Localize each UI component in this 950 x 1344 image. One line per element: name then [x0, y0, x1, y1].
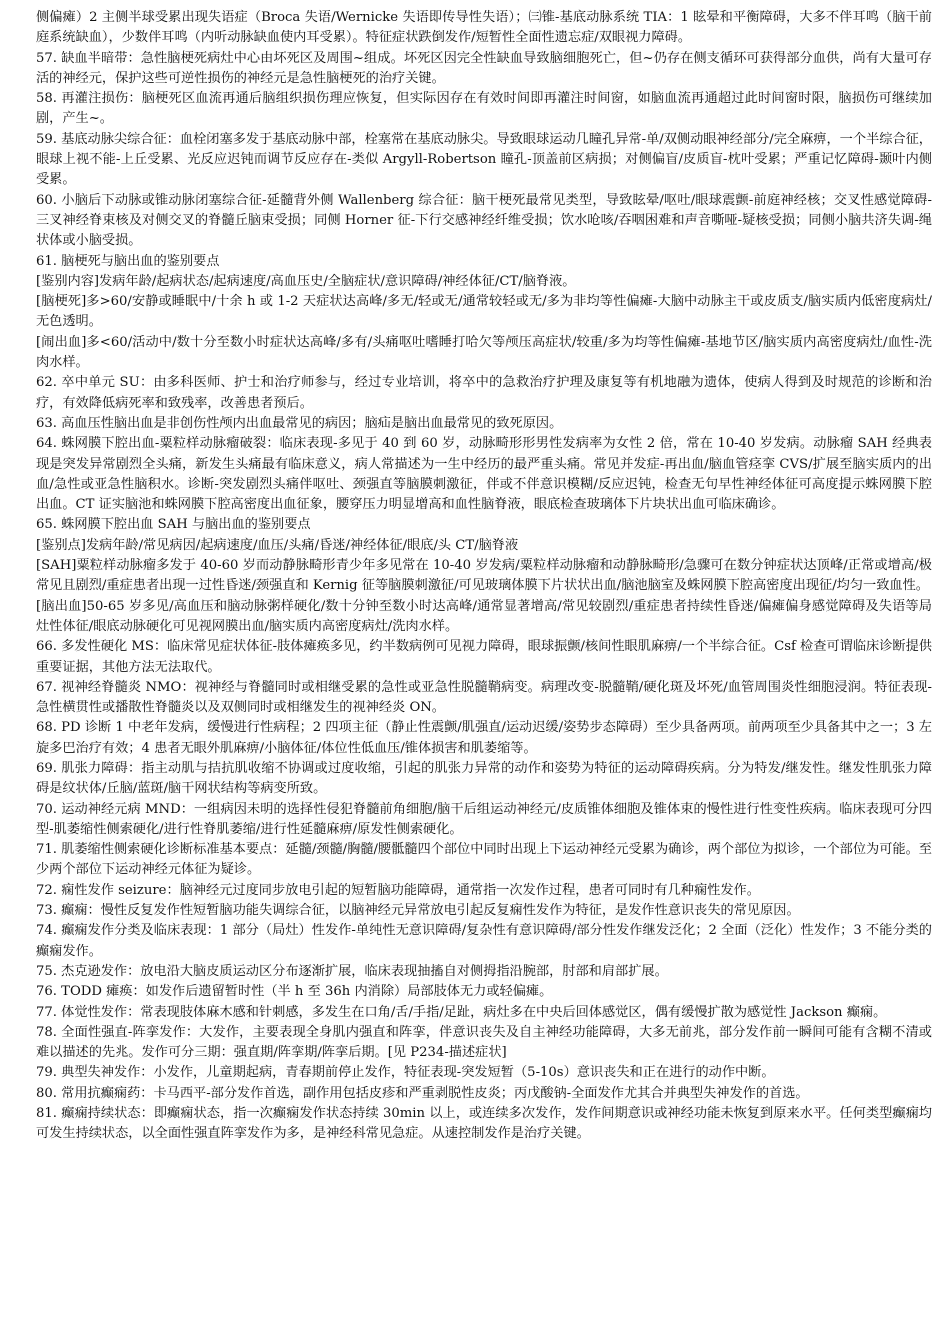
paragraph-65-heading: 65. 蛛网膜下腔出血 SAH 与脑出血的鉴别要点	[36, 517, 311, 533]
paragraph-61-hemorrhage: [闹出血]多<60/活动中/数十分至数小时症状达高峰/多有/头痛呕吐嗜睡打哈欠等颅压高症状/较重/多为均等性偏瘫-基地节区/脑实质内高密度病灶/血性-洗肉水样。	[36, 334, 932, 371]
paragraph-63: 63. 高血压性脑出血是非创伤性颅内出血最常见的病因；脑疝是脑出血最常见的致死原因。	[36, 415, 563, 431]
paragraph-71: 71. 肌萎缩性侧索硬化诊断标准基本要点：延髓/颈髓/胸髓/腰骶髓四个部位中同时出现上下运动神经元受累为确诊，两个部位为拟诊，一个部位为可能。至少两个部位下运动神经元体征为疑诊。	[36, 842, 932, 878]
paragraph-73: 73. 癫痫：慢性反复发作性短暂脑功能失调综合征，以脑神经元异常放电引起反复痫性发作为特征，是发作性意识丧失的常见原因。	[36, 903, 800, 919]
paragraph-61-criteria: [鉴别内容]发病年龄/起病状态/起病速度/高血压史/全脑症状/意识障碍/神经体征/CT/脑脊液。	[36, 273, 576, 289]
paragraph-78: 78. 全面性强直-阵挛发作：大发作，主要表现全身肌内强直和阵挛，伴意识丧失及自主神经功能障碍，大多无前兆，部分发作前一瞬间可能有含糊不清或难以描述的先兆。发作可分三期：强直期/阵挛期/阵挛后期。[见 P234-描述症状]	[36, 1024, 932, 1061]
paragraph-61-heading: 61. 脑梗死与脑出血的鉴别要点	[36, 253, 220, 269]
paragraph-65-criteria: [鉴别点]发病年龄/常见病因/起病速度/血压/头痛/昏迷/神经体征/眼底/头 CT/脑脊液	[36, 537, 519, 553]
paragraph-67: 67. 视神经脊髓炎 NMO：视神经与脊髓同时或相继受累的急性或亚急性脱髓鞘病变。病理改变-脱髓鞘/硬化斑及坏死/血管周围炎性细胞浸润。特征表现-急性横贯性或播散性脊髓炎以及双侧同时或相继发生的视神经炎 ON。	[36, 679, 932, 716]
paragraph-62: 62. 卒中单元 SU：由多科医师、护士和治疗师参与，经过专业培训，将卒中的急救治疗护理及康复等有机地融为遗体，使病人得到及时规范的诊断和治疗，有效降低病死率和致残率，改善患者预后。	[36, 375, 932, 411]
paragraph-61-infarction: [脑梗死]多>60/安静或睡眠中/十余 h 或 1-2 天症状达高峰/多无/轻或无/通常较轻或无/多为非均等性偏瘫-大脑中动脉主干或皮质支/脑实质内低密度病灶/无色透明。	[36, 294, 932, 330]
paragraph-80: 80. 常用抗癫痫药：卡马西平-部分发作首选，副作用包括皮疹和严重剥脱性皮炎；丙戊酸钠-全面发作尤其合并典型失神发作的首选。	[36, 1085, 809, 1101]
paragraph-76: 76. TODD 瘫痪：如发作后遗留暂时性（半 h 至 36h 内消除）局部肢体无力或轻偏瘫。	[36, 984, 553, 1000]
paragraph-66: 66. 多发性硬化 MS：临床常见症状体征-肢体瘫痪多见，约半数病例可见视力障碍，眼球振颤/核间性眼肌麻痹/一个半综合征。Csf 检查可谓临床诊断提供重要证据，其他方法无法取代。	[36, 639, 932, 675]
paragraph-65-hemorrhage: [脑出血]50-65 岁多见/高血压和脑动脉粥样硬化/数十分钟至数小时达高峰/通常显著增高/常见较剧烈/重症患者持续性昏迷/偏瘫偏身感觉障碍及失语等局灶性体征/眼底动脉硬化可见视网膜出血/脑实质内高密度病灶/洗肉水样。	[36, 598, 932, 634]
paragraph-77: 77. 体觉性发作：常表现肢体麻木感和针刺感，多发生在口角/舌/手指/足趾，病灶多在中央后回体感觉区，偶有缓慢扩散为感觉性 Jackson 癫痫。	[36, 1004, 887, 1020]
paragraph-60: 60. 小脑后下动脉或锥动脉闭塞综合征-延髓背外侧 Wallenberg 综合征：脑干梗死最常见类型，导致眩晕/呕吐/眼球震颤-前庭神经核；交叉性感觉障碍-三叉神经脊束核及对侧交叉的脊髓丘脑束受损；同侧 Horner 征-下行交感神经纤维受损；饮水呛咳/吞咽困难和声音嘶哑-疑核受损；同侧小脑共济失调-绳状体或小脑受损。	[36, 192, 932, 249]
paragraph-72: 72. 痫性发作 seizure：脑神经元过度同步放电引起的短暂脑功能障碍，通常指一次发作过程，患者可同时有几种痫性发作。	[36, 882, 760, 898]
paragraph-81: 81. 癫痫持续状态：即癫痫状态，指一次癫痫发作状态持续 30min 以上，或连续多次发作，发作间期意识或神经功能未恢复到原来水平。任何类型癫痫均可发生持续状态，以全面性强直阵挛发作为多，是神经科常见急症。从速控制发作是治疗关键。	[36, 1106, 932, 1142]
paragraph-68: 68. PD 诊断 1 中老年发病，缓慢进行性病程；2 四项主征（静止性震颤/肌强直/运动迟缓/姿势步态障碍）至少具备两项。前两项至少具备其中之一；3 左旋多巴治疗有效；4 患者无眼外肌麻痹/小脑体征/体位性低血压/锥体损害和肌萎缩等。	[36, 720, 932, 756]
paragraph-57: 57. 缺血半暗带：急性脑梗死病灶中心由坏死区及周围~组成。坏死区因完全性缺血导致脑细胞死亡，但~仍存在侧支循环可获得部分血供，尚有大量可存活的神经元，保护这些可逆性损伤的神经元是急性脑梗死的治疗关键。	[36, 50, 932, 86]
paragraph-64: 64. 蛛网膜下腔出血-粟粒样动脉瘤破裂：临床表现-多见于 40 到 60 岁，动脉畸形形男性发病率为女性 2 倍，常在 10-40 岁发病。动脉瘤 SAH 经典表现是突发异常剧烈全头痛，新发生头痛最有临床意义，病人常描述为一生中经历的最严重头痛。常见并发症-再出血/脑血管痉挛 CVS/扩展至脑实质内的出血/急性或亚急性脑积水。诊断-突发剧烈头痛伴呕吐、颈强直等脑膜刺激征，伴或不伴意识模糊/反应迟钝，检查无句早性神经体征可高度提示蛛网膜下腔出血。CT 证实脑池和蛛网膜下腔高密度出血征象，腰穿压力明显增高和血性脑脊液，眼底检查玻璃体下片块状出血可临床确诊。	[36, 436, 932, 513]
paragraph-58: 58. 再灌注损伤：脑梗死区血流再通后脑组织损伤理应恢复，但实际因存在有效时间即再灌注时间窗，如脑血流再通超过此时间窗时限，脑损伤可继续加剧，产生~。	[36, 91, 932, 127]
paragraph-continuation: 侧偏瘫）2 主侧半球受累出现失语症（Broca 失语/Wernicke 失语即传导性失语）；㈢锥-基底动脉系统 TIA：1 眩晕和平衡障碍，大多不伴耳鸣（脑干前庭系统缺血），少数伴耳鸣（内听动脉缺血使内耳受累）。特征症状跌倒发作/短暂性全面性遗忘症/双眼视力障碍。	[36, 10, 932, 46]
paragraph-65-sah: [SAH]粟粒样动脉瘤多发于 40-60 岁而动静脉畸形青少年多见常在 10-40 岁发病/粟粒样动脉瘤和动静脉畸形/急骤可在数分钟症状达顶峰/正常或增高/极常见且剧烈/重症患者出现一过性昏迷/颈强直和 Kernig 征等脑膜刺激征/可见玻璃体膜下片状状出血/脑池脑室及蛛网膜下腔高密度出现征/均匀一致血性。	[36, 558, 932, 594]
paragraph-59: 59. 基底动脉尖综合征：血栓闭塞多发于基底动脉中部，栓塞常在基底动脉尖。导致眼球运动几瞳孔异常-单/双侧动眼神经部分/完全麻痹，一个半综合征，眼球上视不能-上丘受累、光反应迟钝而调节反应存在-类似 Argyll-Robertson 瞳孔-顶盖前区病损；对侧偏盲/皮质盲-枕叶受累；严重记忆障碍-颞叶内侧受累。	[36, 131, 932, 188]
paragraph-79: 79. 典型失神发作：小发作，儿童期起病，青春期前停止发作，特征表现-突发短暂（5-10s）意识丧失和正在进行的动作中断。	[36, 1065, 775, 1081]
paragraph-70: 70. 运动神经元病 MND：一组病因未明的选择性侵犯脊髓前角细胞/脑干后组运动神经元/皮质锥体细胞及锥体束的慢性进行性变性疾病。临床表现可分四型-肌萎缩性侧索硬化/进行性脊肌萎缩/进行性延髓麻痹/原发性侧索硬化。	[36, 801, 932, 837]
paragraph-74: 74. 癫痫发作分类及临床表现：1 部分（局灶）性发作-单纯性无意识障碍/复杂性有意识障碍/部分性发作继发泛化；2 全面（泛化）性发作；3 不能分类的癫痫发作。	[36, 923, 932, 959]
paragraph-75: 75. 杰克逊发作：放电沿大脑皮质运动区分布逐渐扩展，临床表现抽搐自对侧拇指沿腕部，肘部和肩部扩展。	[36, 963, 668, 979]
paragraph-69: 69. 肌张力障碍：指主动肌与拮抗肌收缩不协调或过度收缩，引起的肌张力异常的动作和姿势为特征的运动障碍疾病。分为特发/继发性。继发性肌张力障碍是纹状体/丘脑/蓝斑/脑干网状结构等病变所致。	[36, 760, 932, 797]
